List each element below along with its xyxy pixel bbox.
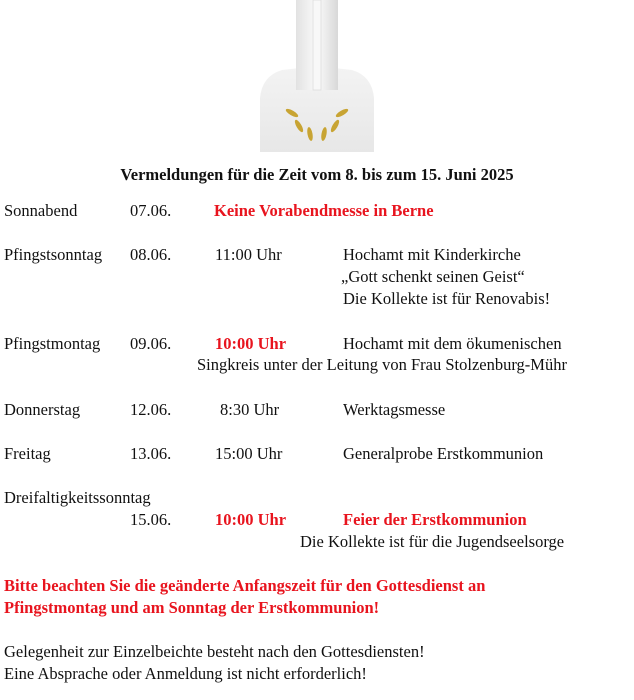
entry-line: Werktagsmesse (343, 400, 446, 419)
entry-date: 13.06. (130, 444, 172, 463)
entry-line: „Gott schenkt seinen Geist“ (341, 267, 525, 286)
candle-logo-image (254, 0, 380, 152)
entry-date: 07.06. (130, 201, 172, 220)
entry-line: Generalprobe Erstkommunion (343, 444, 544, 463)
entry-time: 15:00 Uhr (215, 444, 283, 463)
entry-line: Feier der Erstkommunion (343, 510, 527, 529)
entry-date: 12.06. (130, 400, 172, 419)
entry-day: Pfingstmontag (4, 334, 101, 353)
entry-date: 09.06. (130, 334, 172, 353)
footer-line: Gelegenheit zur Einzelbeichte besteht nach den Gottesdiensten! (4, 642, 425, 661)
footer-line: Eine Absprache oder Anmeldung ist nicht erforderlich! (4, 664, 367, 683)
entry-time: 11:00 Uhr (215, 245, 282, 264)
entry-line: Hochamt mit dem ökumenischen (343, 334, 562, 353)
entry-day: Donnerstag (4, 400, 81, 419)
entry-day: Dreifaltigkeitssonntag (4, 488, 151, 507)
entry-day: Sonnabend (4, 201, 78, 220)
entry-day: Freitag (4, 444, 51, 463)
entry-time: 8:30 Uhr (220, 400, 280, 419)
notice-line: Bitte beachten Sie die geänderte Anfangszeit für den Gottesdienst an (4, 576, 486, 595)
entry-line: Die Kollekte ist für die Jugendseelsorge (300, 532, 565, 551)
entry-date: 08.06. (130, 245, 172, 264)
entry-time: 10:00 Uhr (215, 334, 287, 353)
entry-line: Singkreis unter der Leitung von Frau Stolzenburg-Mühr (197, 355, 567, 374)
entry-line: Die Kollekte ist für Renovabis! (343, 289, 551, 308)
page-title: Vermeldungen für die Zeit vom 8. bis zum 15. Juni 2025 (120, 165, 514, 184)
notice-line: Pfingstmontag und am Sonntag der Erstkommunion! (4, 598, 380, 617)
entry-day: Pfingstsonntag (4, 245, 103, 264)
entry-line: Hochamt mit Kinderkirche (343, 245, 521, 264)
entry-date: 15.06. (130, 510, 172, 529)
entry-note: Keine Vorabendmesse in Berne (214, 201, 434, 220)
entry-time: 10:00 Uhr (215, 510, 287, 529)
